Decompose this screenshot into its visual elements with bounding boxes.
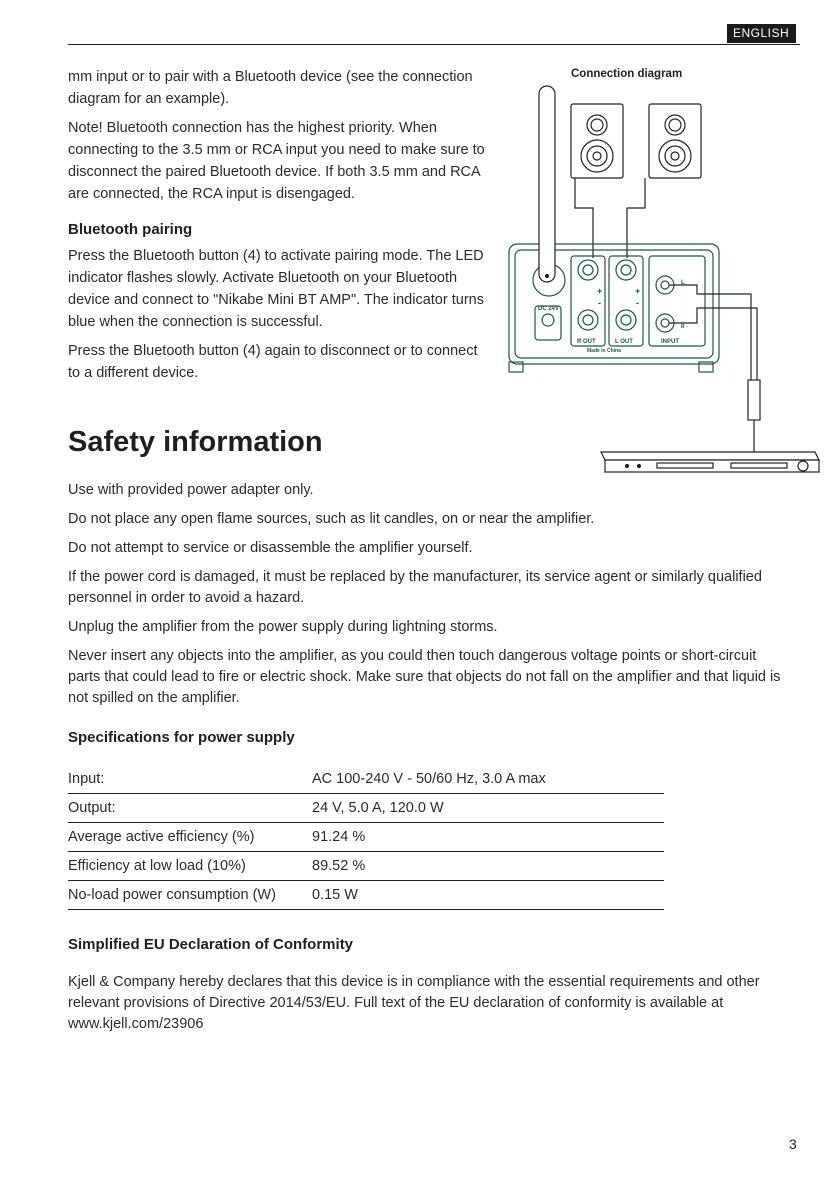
plus-mark-r: + (597, 286, 603, 296)
diagram-title: Connection diagram (571, 68, 683, 80)
spec-value: 0.15 W (312, 881, 664, 910)
safety-item: Unplug the amplifier from the power supply during lightning storms. (68, 619, 498, 635)
safety-item: If the power cord is damaged, it must be replaced by the manufacturer, its service agent or similarly qualified personnel in order to avoid a hazard. (68, 569, 762, 606)
safety-heading: Safety information (68, 426, 323, 458)
spec-value: 24 V, 5.0 A, 120.0 W (312, 794, 664, 823)
made-in-label: Made in China (587, 348, 621, 354)
l-out-label: L OUT (615, 339, 633, 345)
right-speaker-icon (649, 104, 701, 178)
spec-value: AC 100-240 V - 50/60 Hz, 3.0 A max (312, 765, 664, 794)
language-badge: ENGLISH (727, 24, 796, 43)
spec-value: 89.52 % (312, 852, 664, 881)
minus-mark-l: - (636, 298, 639, 308)
safety-item: Use with provided power adapter only. (68, 482, 314, 498)
intro-paragraph-1: mm input or to pair with a Bluetooth device (see the connection diagram for an example). (68, 69, 473, 107)
spec-value: 91.24 % (312, 823, 664, 852)
safety-item: Do not place any open flame sources, such as lit candles, on or near the amplifier. (68, 511, 595, 527)
specs-heading: Specifications for power supply (68, 729, 295, 746)
r-out-label: R OUT (577, 339, 596, 345)
specs-table (68, 765, 664, 910)
bluetooth-pairing-heading: Bluetooth pairing (68, 221, 193, 238)
bluetooth-paragraph-1: Press the Bluetooth button (4) to activate pairing mode. The LED indicator flashes slowly. Activate Bluetooth on your Bluetooth device and connect to "Nikabe Mini BT AMP". The indicator turns blue when the connection is successful. (68, 248, 484, 330)
table-row (68, 765, 664, 794)
antenna-icon (539, 86, 555, 282)
table-row (68, 881, 664, 910)
connection-diagram (505, 80, 825, 480)
safety-item: Do not attempt to service or disassemble the amplifier yourself. (68, 540, 473, 556)
safety-item: Never insert any objects into the amplifier, as you could then touch dangerous voltage points or short-circuit parts that could lead to fire or electric shock. Make sure that objects do not fall on the amplifier and that liquid is not spilled on the amplifier. (68, 648, 781, 706)
minus-mark-r: - (598, 298, 601, 308)
eu-declaration-text: Kjell & Company hereby declares that this device is in compliance with the essential requirements and other relevant provisions of Directive 2014/53/EU. Full text of the EU declaration of conformity is available at www.kjell.com/23906 (68, 974, 760, 1032)
input-r-label: R (681, 324, 685, 330)
intro-paragraph-2: Note! Bluetooth connection has the highest priority. When connecting to the 3.5 mm or RCA input you need to make sure to disconnect the paired Bluetooth device. If both 3.5 mm and RCA are connected, the RCA input is disengaged. (68, 120, 485, 202)
spec-label: No-load power consumption (W) (68, 881, 312, 910)
left-speaker-icon (571, 104, 623, 178)
intro-column (68, 66, 490, 391)
input-label: INPUT (661, 339, 679, 345)
plus-mark-l: + (635, 286, 641, 296)
dc-label: DC 24V (538, 306, 560, 312)
table-row (68, 852, 664, 881)
table-row (68, 794, 664, 823)
page-number: 3 (789, 1136, 797, 1152)
bluetooth-paragraph-2: Press the Bluetooth button (4) again to disconnect or to connect to a different device. (68, 343, 478, 381)
spec-label: Output: (68, 794, 312, 823)
spec-label: Efficiency at low load (10%) (68, 852, 312, 881)
spec-label: Average active efficiency (%) (68, 823, 312, 852)
spec-label: Input: (68, 765, 312, 794)
eu-declaration-heading: Simplified EU Declaration of Conformity (68, 936, 354, 953)
header-divider (68, 44, 800, 45)
input-l-label: L (681, 280, 685, 286)
table-row (68, 823, 664, 852)
safety-section (68, 424, 788, 1043)
